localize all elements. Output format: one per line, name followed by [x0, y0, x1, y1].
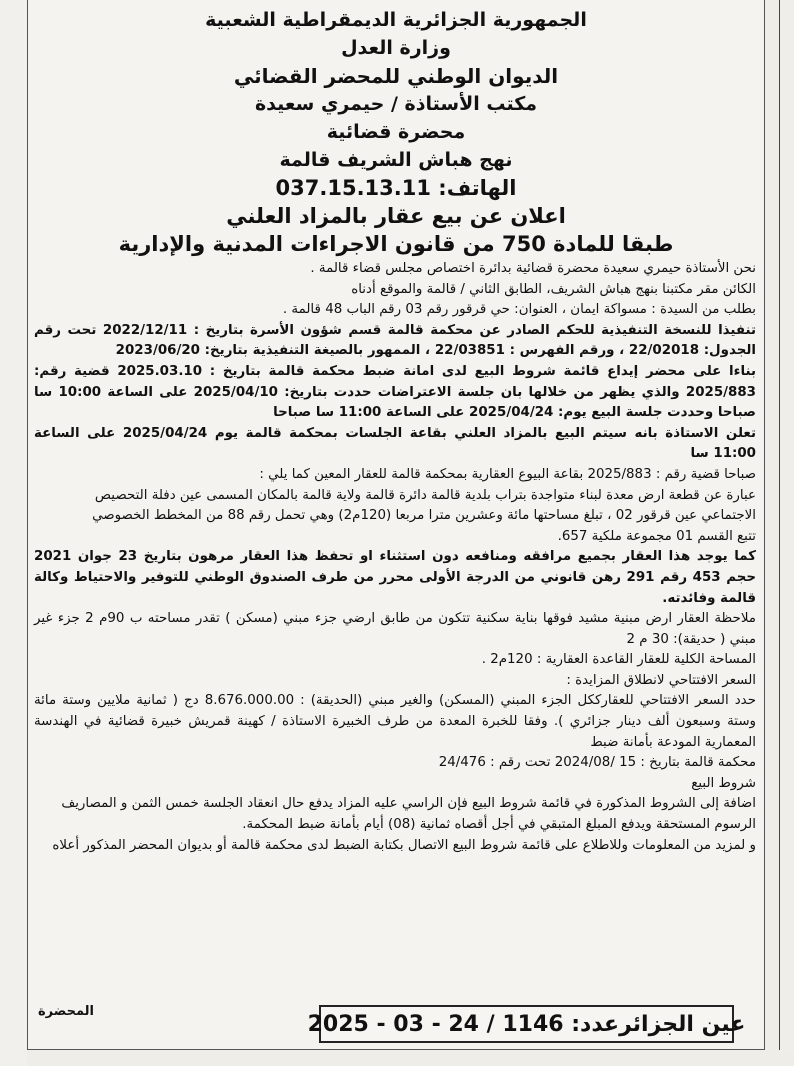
- paragraph-bailiff: نحن الأستاذة حيمري سعيدة محضرة قضائية بدائرة اختصاص مجلس قضاء قالمة .: [310, 261, 756, 276]
- paragraph-contact: و لمزيد من المعلومات وللاطلاع على قائمة شروط البيع الاتصال بكتابة الضبط لدى محكمة قالمة أو بديوان المحضر المذكور أعلاه: [52, 837, 756, 853]
- paragraph-opening-price: حدد السعر الافتتاحي للعقارككل الجزء المبني (المسكن) والغير مبني (الحديقة) : 8.676.000.00 دج ( ثمانية ملايين وستة مائة وستة وسبعون ألف دينار جزائري ). وفقا للخبرة المعدة من طرف الخبيرة الاستاذة / كهينة قمريش خبيرة قضائية في الهندسة المعمارية المودعة بأمانة ضبط: [34, 693, 756, 750]
- notice-body: [28, 259, 764, 856]
- role-title: محضرة قضائية: [326, 121, 466, 143]
- signature-label: المحضرة: [38, 1004, 94, 1019]
- publication-stamp: عين الجزائرعدد: 1146 / 24 - 03 - 2025: [319, 1005, 734, 1043]
- left-margin: [0, 0, 27, 1066]
- office-title: الديوان الوطني للمحضر القضائي: [233, 64, 559, 88]
- ministry-title: وزارة العدل: [341, 37, 451, 59]
- article-reference: طبقا للمادة 750 من قانون الاجراءات المدنية والإدارية: [118, 232, 674, 256]
- paragraph-deposit: بناءا على محضر إيداع قائمة شروط البيع لدى امانة ضبط محكمة قالمة بتاريخ : 2025.03.10 قضية رقم: 2025/883 والذي يظهر من خلالها بان جلسة الاعتراضات حددت بتاريخ: 2025/04/10 على الساعة 10:00 سا صباحا وحددت جلسة البيع يوم: 2025/04/24 على الساعة 11:00 سا صباحا: [34, 363, 757, 421]
- paragraph-requester: بطلب من السيدة : مسواكة ايمان ، العنوان: حي قرقور رقم 03 رقم الباب 48 قالمة .: [282, 302, 756, 318]
- paragraph-section: تتبع القسم 01 مجموعة ملكية 657.: [557, 528, 756, 544]
- paragraph-price-heading: السعر الافتتاحي لانطلاق المزايدة :: [566, 672, 756, 688]
- announcement-title: اعلان عن بيع عقار بالمزاد العلني: [226, 204, 566, 228]
- street-address: نهج هباش الشريف قالمة: [279, 149, 513, 171]
- paragraph-case-number: صباحا قضية رقم : 2025/883 بقاعة البيوع العقارية بمحكمة قالمة للعقار المعين كما يلي :: [259, 466, 756, 482]
- paragraph-fees: الرسوم المستحقة ويدفع المبلغ المتبقي في أجل أقصاه ثمانية (08) أيام بأمانة ضبط المحكمة.: [242, 817, 756, 833]
- paragraph-land-description: عبارة عن قطعة ارض معدة لبناء متواجدة بتراب بلدية قالمة دائرة قالمة ولاية قالمة بالمكان المسمى عين دفلة التحصيص: [94, 487, 756, 503]
- paragraph-land-area: الاجتماعي عين قرقور 02 ، تبلغ مساحتها مائة وعشرين مترا مربعا (120م2) وهي تحمل رقم 88 من المخطط الخصوصي: [92, 508, 756, 524]
- paragraph-property-note: ملاحظة العقار ارض مبنية مشيد فوقها بناية سكنية تتكون من طابق ارضي جزء مبني (مسكن ) تقدر مساحته ب 90م 2 جزء غير مبني ( حديقة): 30 م 2: [34, 611, 756, 647]
- paragraph-sale-conditions: اضافة إلى الشروط المذكورة في قائمة شروط البيع فإن الراسي عليه المزاد يدفع حال انعقاد الجلسة خمس الثمن و المصاريف: [61, 796, 756, 812]
- adjacent-column-edge: [779, 0, 794, 1050]
- notice-header: [28, 0, 764, 258]
- paragraph-auction-date: تعلن الاستاذة بانه سيتم البيع بالمزاد العلني بقاعة الجلسات بمحكمة قالمة يوم 2025/04/24 على الساعة 11:00 سا: [34, 425, 756, 462]
- paragraph-sale-conditions-heading: شروط البيع: [691, 775, 756, 791]
- phone-number: الهاتف: 037.15.13.11: [275, 176, 517, 200]
- paragraph-expertise-date: محكمة قالمة بتاريخ : 15 /2024/08 تحت رقم : 24/476: [438, 755, 756, 771]
- paragraph-mortgage: كما يوجد هذا العقار بجميع مرافقه ومنافعه دون استثناء او تحفظ هذا العقار مرهون بتاريخ 23 جوان 2021 حجم 453 رقم 291 رهن قانوني من الدرجة الأولى محرر من طرف الصندوق الوطني للتوفير والاحتياط وكالة قالمة وفائدته.: [34, 549, 757, 606]
- paragraph-total-area: المساحة الكلية للعقار القاعدة العقارية : 120م2 .: [481, 652, 756, 668]
- bureau-title: مكتب الأستاذة / حيمري سعيدة: [254, 93, 538, 115]
- legal-notice: [27, 0, 765, 1050]
- paragraph-judgment: تنفيذا للنسخة التنفيذية للحكم الصادر عن محكمة قالمة قسم شؤون الأسرة بتاريخ : 2022/12/11 تحت رقم الجدول: 22/02018 ، ورقم الفهرس : 22/03851 ، الممهور بالصيغة التنفيذية بتاريخ: 2023/06/20: [34, 322, 756, 359]
- republic-title: الجمهورية الجزائرية الديمقراطية الشعبية: [205, 9, 587, 31]
- paragraph-office-address: الكائن مقر مكتبنا بنهج هباش الشريف، الطابق الثاني / قالمة والموقع أدناه: [351, 281, 756, 297]
